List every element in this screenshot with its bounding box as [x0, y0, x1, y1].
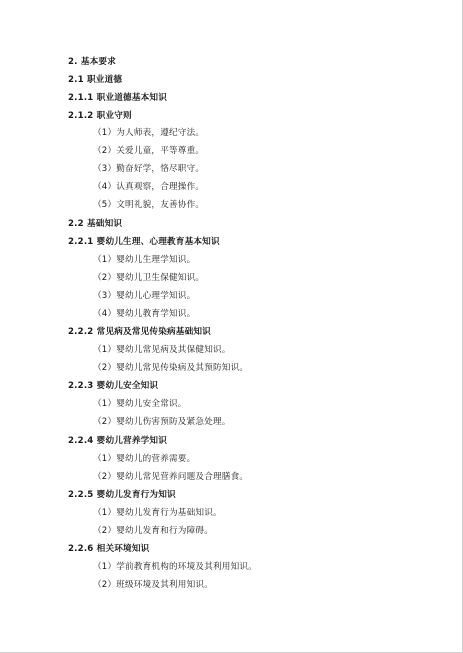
- subsection-heading: 2.1 职业道德: [68, 75, 123, 85]
- list-item: （2）婴幼儿常见传染病及其预防知识。: [93, 363, 249, 373]
- subsection-heading: 2.2.2 常见病及常见传染病基础知识: [68, 327, 211, 337]
- list-item: （5）文明礼貌，友善协作。: [93, 200, 205, 210]
- subsection-heading: 2.1.2 职业守则: [68, 111, 132, 121]
- list-item: （4）认真观察，合理操作。: [93, 182, 205, 192]
- list-item: （4）婴幼儿教育学知识。: [93, 309, 196, 319]
- list-item: （2）婴幼儿卫生保健知识。: [93, 273, 205, 283]
- subsection-heading: 2.2 基础知识: [68, 219, 123, 229]
- list-item: （1）婴幼儿生理学知识。: [93, 255, 196, 265]
- list-item: （1）婴幼儿安全常识。: [93, 399, 187, 409]
- subsection-heading: 2.2.4 婴幼儿营养学知识: [68, 436, 168, 446]
- list-item: （2）婴幼儿发育和行为障碍。: [93, 526, 213, 536]
- subsection-heading: 2.2.5 婴幼儿发育行为知识: [68, 490, 176, 500]
- list-item: （3）婴幼儿心理学知识。: [93, 291, 196, 301]
- list-item: （2）班级环境及其利用知识。: [93, 580, 213, 590]
- list-item: （1）婴幼儿发育行为基础知识。: [93, 508, 222, 518]
- list-item: （2）关爱儿童，平等尊重。: [93, 146, 205, 156]
- list-item: （2）婴幼儿常见营养问题及合理膳食。: [93, 472, 249, 482]
- subsection-heading: 2.2.6 相关环境知识: [68, 544, 150, 554]
- subsection-heading: 2.2.3 婴幼儿安全知识: [68, 381, 159, 391]
- list-item: （1）婴幼儿的营养需要。: [93, 454, 196, 464]
- subsection-heading: 2.1.1 职业道德基本知识: [68, 93, 168, 103]
- subsection-heading: 2.2.1 婴幼儿生理、心理教育基本知识: [68, 237, 220, 247]
- section-heading: 2. 基本要求: [68, 57, 117, 67]
- list-item: （1）为人师表，遵纪守法。: [93, 128, 205, 138]
- list-item: （1）学前教育机构的环境及其利用知识。: [93, 562, 257, 572]
- list-item: （2）婴幼儿伤害预防及紧急处理。: [93, 417, 231, 427]
- list-item: （3）勤奋好学，恪尽职守。: [93, 164, 205, 174]
- list-item: （1）婴幼儿常见病及其保健知识。: [93, 345, 231, 355]
